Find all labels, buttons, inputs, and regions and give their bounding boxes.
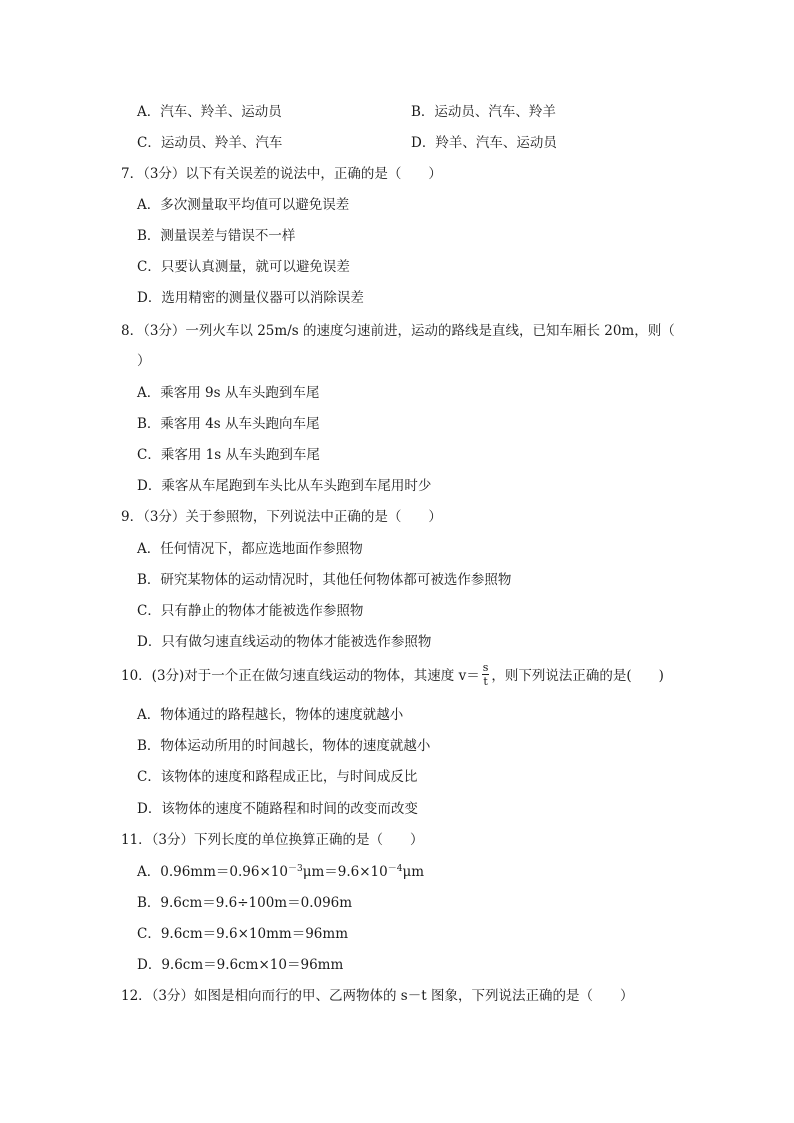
- fraction-numerator: s: [482, 661, 489, 674]
- q9-stem: 9．（3分）关于参照物，下列说法中正确的是（ ）: [121, 509, 442, 525]
- q10-option-c: C．该物体的速度和路程成正比，与时间成反比: [137, 769, 418, 785]
- q11-option-d: D．9.6cm＝9.6cm×10＝96mm: [137, 957, 344, 973]
- q11-stem: 11．（3分）下列长度的单位换算正确的是（ ）: [121, 832, 424, 848]
- q8-option-c: C．乘客用 1s 从车头跑到车尾: [137, 447, 320, 463]
- q10-stem-before: 10．(3分)对于一个正在做匀速直线运动的物体，其速度 v＝: [121, 668, 480, 684]
- q8-option-d: D．乘客从车尾跑到车头比从车头跑到车尾用时少: [137, 478, 432, 494]
- q7-option-d: D．选用精密的测量仪器可以消除误差: [137, 290, 364, 306]
- q8-option-a: A．乘客用 9s 从车头跑到车尾: [137, 385, 320, 401]
- fraction-denominator: t: [483, 675, 488, 688]
- q9-option-a: A．任何情况下，都应选地面作参照物: [137, 541, 363, 557]
- q10-option-d: D．该物体的速度不随路程和时间的改变而改变: [137, 801, 418, 817]
- q10-option-a: A．物体通过的路程越长，物体的速度就越小: [137, 707, 404, 723]
- q6-option-c: C．运动员、羚羊、汽车: [137, 135, 283, 151]
- q7-option-a: A．多次测量取平均值可以避免误差: [137, 197, 350, 213]
- q9-option-b: B．研究某物体的运动情况时，其他任何物体都可被选作参照物: [137, 572, 512, 588]
- q8-option-b: B．乘客用 4s 从车头跑向车尾: [137, 416, 320, 432]
- q7-option-c: C．只要认真测量，就可以避免误差: [137, 259, 350, 275]
- q11-option-c: C．9.6cm＝9.6×10mm＝96mm: [137, 926, 349, 942]
- q6-option-a: A．汽车、羚羊、运动员: [137, 104, 282, 120]
- q10-option-b: B．物体运动所用的时间越长，物体的速度就越小: [137, 738, 431, 754]
- q6-option-b: B．运动员、汽车、羚羊: [411, 104, 556, 120]
- q11-a-exponent-1: －3: [287, 864, 303, 874]
- q10-stem-after: ，则下列说法正确的是( ): [491, 668, 664, 684]
- q6-option-d: D．羚羊、汽车、运动员: [411, 135, 557, 151]
- q8-stem-cont: ）: [137, 353, 151, 369]
- q7-option-b: B．测量误差与错误不一样: [137, 228, 296, 244]
- q9-option-c: C．只有静止的物体才能被选作参照物: [137, 603, 364, 619]
- q8-stem: 8．（3分）一列火车以 25m/s 的速度匀速前进，运动的路线是直线，已知车厢长 20m，则（: [121, 323, 675, 339]
- velocity-fraction: [482, 662, 490, 687]
- q11-a-pre: A．0.96mm＝0.96×10: [137, 864, 288, 880]
- q11-a-mid: μm＝9.6×10: [302, 864, 388, 880]
- q12-stem: 12．（3分）如图是相向而行的甲、乙两物体的 s－t 图象，下列说法正确的是（ ）: [121, 988, 634, 1004]
- q10-stem: [121, 661, 664, 689]
- q11-a-exponent-2: －4: [387, 864, 403, 874]
- q9-option-d: D．只有做匀速直线运动的物体才能被选作参照物: [137, 634, 432, 650]
- q7-stem: 7．（3分）以下有关误差的说法中，正确的是（ ）: [121, 166, 442, 182]
- q11-option-b: B．9.6cm＝9.6÷100m＝0.096m: [137, 895, 353, 911]
- q11-option-a: [137, 862, 424, 882]
- q11-a-post: μm: [402, 864, 425, 880]
